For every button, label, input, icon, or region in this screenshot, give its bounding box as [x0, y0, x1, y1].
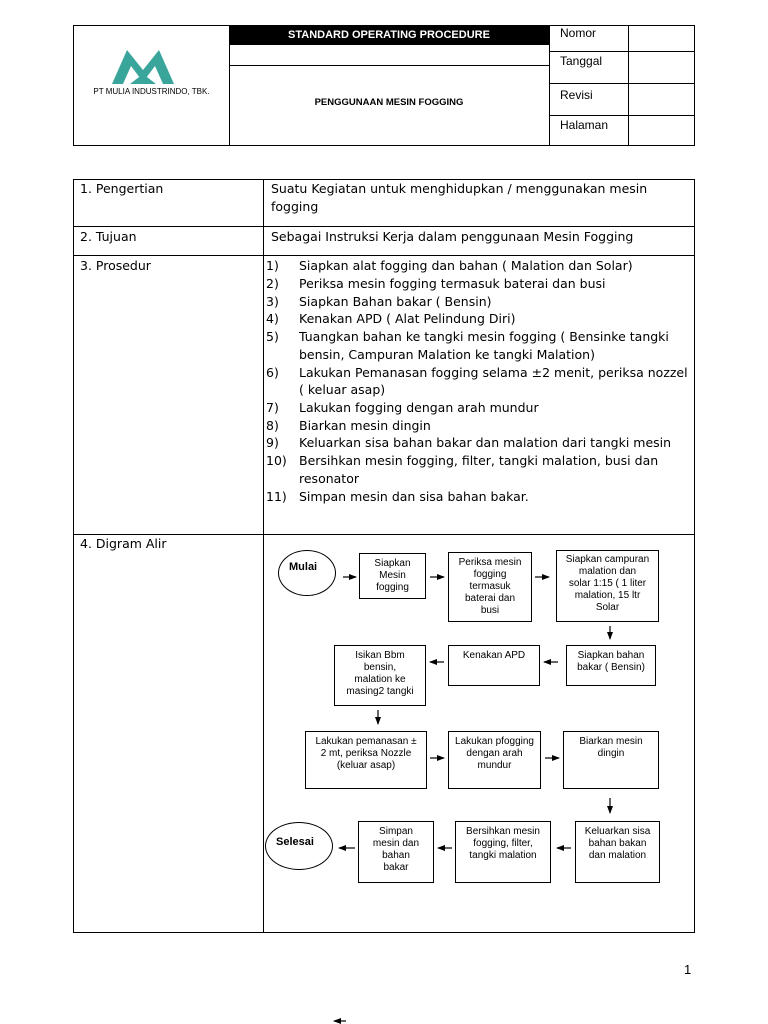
label-prosedur: 3. Prosedur [80, 258, 151, 273]
step-text: Simpan mesin dan sisa bahan bakar. [299, 489, 529, 504]
step-text: Siapkan Bahan bakar ( Bensin) [299, 294, 492, 309]
flow-step-simpan-mesin: Simpan mesin dan bahan bakar [358, 821, 434, 883]
tujuan-text: Sebagai Instruksi Kerja dalam penggunaan Mesin Fogging [271, 229, 634, 244]
step-text: Periksa mesin fogging termasuk baterai dan busi [299, 276, 606, 291]
flow-step-isikan-bbm: Isikan Bbm bensin, malation ke masing2 tangki [334, 645, 426, 706]
step-number: 1) [266, 258, 279, 273]
document-title: PENGGUNAAN MESIN FOGGING [314, 97, 464, 108]
step-number: 10) [266, 453, 287, 468]
step-number: 9) [266, 435, 279, 450]
meta-halaman: Halaman [560, 118, 609, 132]
flow-step-lakukan-fogging: Lakukan pfogging dengan arah mundur [448, 731, 541, 789]
step-number: 4) [266, 311, 279, 326]
step-text: Kenakan APD ( Alat Pelindung Diri) [299, 311, 516, 326]
label-diagram: 4. Digram Alir [80, 536, 167, 551]
step-text: Siapkan alat fogging dan bahan ( Malation dan Solar) [299, 258, 633, 273]
step-number: 11) [266, 489, 287, 504]
step-number: 6) [266, 365, 279, 380]
flow-step-pemanasan: Lakukan pemanasan ± 2 mt, periksa Nozzle (keluar asap) [305, 731, 427, 789]
flow-step-siapkan-mesin: Siapkan Mesin fogging [359, 553, 426, 599]
step-number: 8) [266, 418, 279, 433]
page-number: 1 [684, 962, 692, 977]
sop-label: STANDARD OPERATING PROCEDURE [229, 25, 549, 45]
company-name: PT MULIA INDUSTRINDO, TBK. [93, 87, 210, 96]
step-text-continued: bensin, Campuran Malation ke tangki Malation) [299, 347, 595, 362]
meta-nomor: Nomor [560, 26, 597, 40]
step-text-continued: ( keluar asap) [299, 382, 386, 397]
flow-step-kenakan-apd: Kenakan APD [448, 645, 540, 686]
step-text: Lakukan fogging dengan arah mundur [299, 400, 539, 415]
step-number: 2) [266, 276, 279, 291]
flow-step-siapkan-bahan-bakar: Siapkan bahan bakar ( Bensin) [566, 645, 656, 686]
flow-step-siapkan-campuran: Siapkan campuran malation dan solar 1:15 ( 1 liter malation, 15 ltr Solar [556, 550, 659, 622]
pengertian-text-line2: fogging [271, 199, 319, 214]
flow-step-keluarkan-sisa: Keluarkan sisa bahan bakan dan malation [575, 821, 660, 883]
step-number: 7) [266, 400, 279, 415]
step-text: Tuangkan bahan ke tangki mesin fogging ( Bensinke tangki [299, 329, 669, 344]
label-pengertian: 1. Pengertian [80, 181, 164, 196]
meta-tanggal: Tanggal [560, 54, 603, 68]
step-text: Keluarkan sisa bahan bakar dan malation dari tangki mesin [299, 435, 672, 450]
flow-step-bersihkan-mesin: Bersihkan mesin fogging, filter, tangki malation [455, 821, 551, 883]
step-text: Biarkan mesin dingin [299, 418, 431, 433]
flow-start: Mulai [278, 550, 336, 596]
step-number: 5) [266, 329, 279, 344]
flow-step-biarkan-dingin: Biarkan mesin dingin [563, 731, 659, 789]
step-text-continued: resonator [299, 471, 359, 486]
label-tujuan: 2. Tujuan [80, 229, 137, 244]
step-text: Bersihkan mesin fogging, filter, tangki malation, busi dan [299, 453, 659, 468]
step-text: Lakukan Pemanasan fogging selama ±2 menit, periksa nozzel [299, 365, 688, 380]
pengertian-text-line1: Suatu Kegiatan untuk menghidupkan / menggunakan mesin [271, 181, 648, 196]
flow-end: Selesai [265, 822, 333, 870]
flow-step-periksa-mesin: Periksa mesin fogging termasuk baterai dan busi [448, 552, 532, 622]
meta-revisi: Revisi [560, 88, 593, 102]
step-number: 3) [266, 294, 279, 309]
